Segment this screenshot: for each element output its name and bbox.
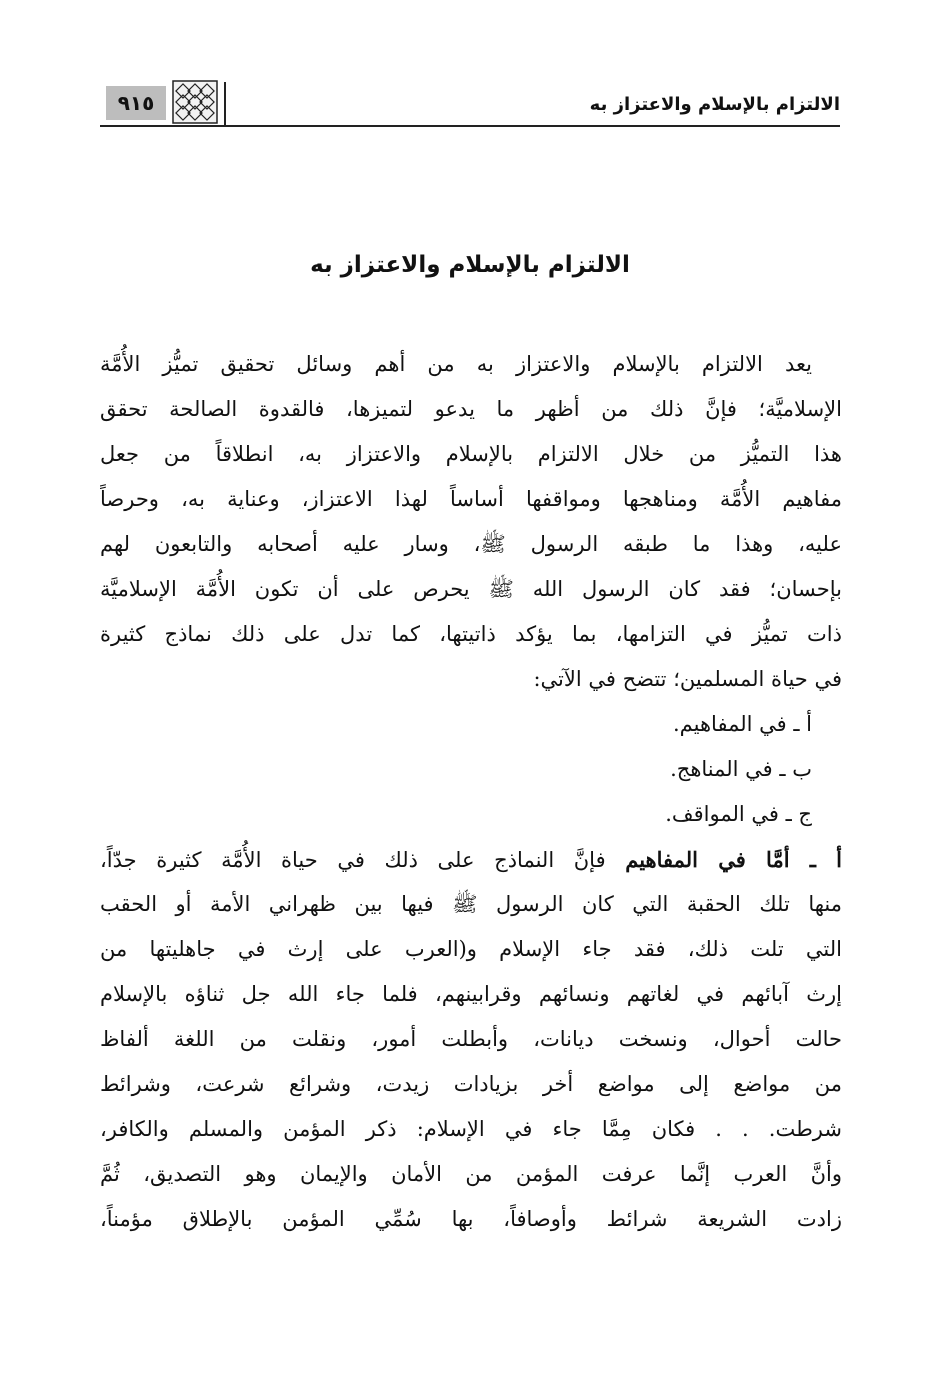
paragraph-line: في حياة المسلمين؛ تتضح في الآتي: — [533, 667, 842, 691]
paragraph-line: يعد الالتزام بالإسلام والاعتزاز به من أهم وسائل تحقيق تميُّز الأُمَّة — [100, 352, 812, 376]
paragraph-line: الإسلاميَّة؛ فإنَّ ذلك من أظهر ما يدعو لتميزها، فالقدوة الصالحة تحقق — [100, 397, 842, 421]
list-item: ب ـ في المناهج. — [670, 757, 812, 781]
body-text — [100, 342, 842, 1242]
header-separator — [224, 82, 226, 126]
section-lead-rest: فإنَّ النماذج على ذلك في حياة الأُمَّة كثيرة جدّاً، — [100, 848, 626, 872]
paragraph-line: وأنَّ العرب إنَّما عرفت المؤمن من الأمان والإيمان وهو التصديق، ثُمَّ — [100, 1162, 842, 1186]
paragraph-line: من مواضع إلى مواضع أخر بزيادات زيدت، وشرائع شرعت، وشرائط — [100, 1072, 842, 1096]
paragraph-line: بإحسان؛ فقد كان الرسول الله ﷺ يحرص على أن تكون الأُمَّة الإسلاميَّة — [100, 577, 842, 601]
paragraph-line: إرث آبائهم في لغاتهم ونسائهم وقرابينهم، فلما جاء الله جل ثناؤه بالإسلام — [100, 982, 842, 1006]
paragraph-line: منها تلك الحقبة التي كان الرسول ﷺ فيها بين ظهراني الأمة أو الحقب — [100, 892, 842, 916]
paragraph-line: عليه، وهذا ما طبقه الرسول ﷺ، وسار عليه أصحابه والتابعون لهم — [100, 532, 842, 556]
paragraph-line: زادت الشريعة شرائط وأوصافاً، بها سُمِّي المؤمن بالإطلاق مؤمناً، — [100, 1207, 842, 1231]
paragraph-line: التي تلت ذلك، فقد جاء الإسلام و(العرب على إرث في جاهليتها من — [100, 937, 842, 961]
running-header-title: الالتزام بالإسلام والاعتزاز به — [589, 94, 840, 115]
paragraph-line — [100, 837, 842, 882]
header-rule — [100, 125, 840, 127]
paragraph-line: مفاهيم الأُمَّة ومناهجها ومواقفها أساساً لهذا الاعتزاز، وعناية به، وحرصاً — [100, 487, 842, 511]
section-lead: أ ـ أمَّا في المفاهيم — [625, 847, 842, 872]
running-header — [100, 78, 840, 130]
paragraph-line: شرطت. . . فكان مِمَّا جاء في الإسلام: ذكر المؤمن والمسلم والكافر، — [100, 1117, 842, 1141]
paragraph-line: حالت أحوال، ونسخت ديانات، وأبطلت أمور، ونقلت من اللغة ألفاظ — [100, 1027, 842, 1051]
ornament-icon — [172, 80, 218, 124]
paragraph-line: هذا التميُّز من خلال الالتزام بالإسلام والاعتزاز به، انطلاقاً من جعل — [100, 442, 842, 466]
list-item: أ ـ في المفاهيم. — [672, 712, 812, 736]
list-item: ج ـ في المواقف. — [665, 802, 812, 826]
page-number: ٩١٥ — [106, 86, 166, 120]
chapter-title: الالتزام بالإسلام والاعتزاز به — [310, 252, 630, 278]
paragraph-line: ذات تميُّز في التزامها، بما يؤكد ذاتيتها، كما تدل على ذلك نماذج كثيرة — [100, 622, 842, 646]
